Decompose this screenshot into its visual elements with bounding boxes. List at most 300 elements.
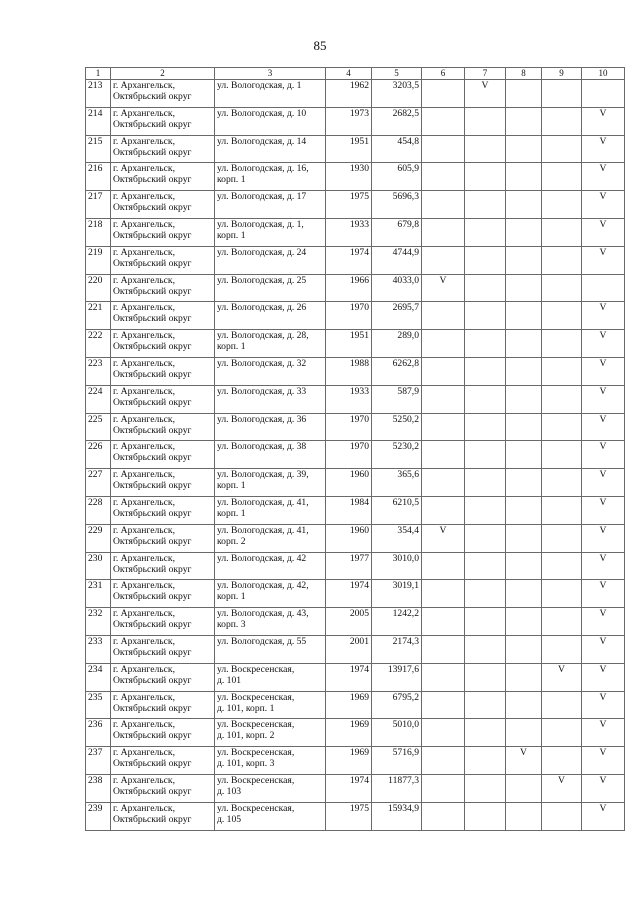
location-cell: [111, 357, 215, 385]
year-cell: [326, 357, 372, 385]
mark-cell-10: [582, 357, 625, 385]
year-text: 1962: [349, 80, 369, 91]
year-cell: [326, 330, 372, 358]
address-text: д. 101, корп. 1: [217, 702, 275, 714]
location-text: Октябрьский округ: [113, 257, 192, 269]
location-cell: [111, 774, 215, 802]
mark-cell-8: [506, 330, 542, 358]
year-cell: [326, 469, 372, 497]
location-text: Октябрьский округ: [113, 452, 192, 464]
column-header: 1: [86, 68, 111, 80]
area-text: 6795,2: [392, 691, 419, 703]
row-number-text: 225: [88, 413, 103, 425]
location-text: г. Архангельск,: [113, 357, 175, 369]
location-text: г. Архангельск,: [113, 135, 175, 147]
year-cell: [326, 635, 372, 663]
mark-cell-10: [582, 580, 625, 608]
address-cell: [215, 413, 326, 441]
mark-cell-9: [542, 107, 582, 135]
mark-cell-9: [542, 163, 582, 191]
mark-cell-6: [422, 135, 465, 163]
row-number-cell: [86, 524, 111, 552]
address-cell: [215, 274, 326, 302]
location-cell: [111, 496, 215, 524]
location-text: г. Архангельск,: [113, 635, 175, 647]
location-cell: [111, 719, 215, 747]
mark-cell-7: [465, 302, 506, 330]
address-text: ул. Вологодская, д. 1: [217, 80, 302, 91]
address-text: д. 103: [217, 785, 242, 797]
year-cell: [326, 580, 372, 608]
location-text: Октябрьский округ: [113, 785, 192, 797]
location-text: г. Архангельск,: [113, 524, 175, 536]
address-cell: [215, 663, 326, 691]
mark-cell-7: [465, 413, 506, 441]
address-cell: [215, 608, 326, 636]
row-number-cell: [86, 107, 111, 135]
mark-cell-10: [582, 663, 625, 691]
mark-9-text: V: [558, 663, 565, 675]
location-text: г. Архангельск,: [113, 218, 175, 230]
row-number-cell: [86, 274, 111, 302]
mark-cell-10: [582, 385, 625, 413]
address-text: корп. 1: [217, 591, 246, 603]
location-text: г. Архангельск,: [113, 163, 175, 175]
row-number-cell: [86, 719, 111, 747]
address-cell: [215, 357, 326, 385]
year-cell: [326, 191, 372, 219]
area-text: 4033,0: [392, 274, 419, 286]
row-number-cell: [86, 357, 111, 385]
location-text: г. Архангельск,: [113, 107, 175, 119]
year-text: 1977: [349, 552, 369, 564]
address-text: ул. Вологодская, д. 41,: [217, 524, 309, 536]
year-text: 1930: [349, 163, 369, 175]
mark-cell-7: [465, 469, 506, 497]
row-number-text: 227: [88, 469, 103, 481]
address-cell: [215, 552, 326, 580]
location-cell: [111, 135, 215, 163]
mark-10-text: V: [599, 246, 607, 258]
mark-cell-6: [422, 191, 465, 219]
mark-10-text: V: [599, 747, 607, 759]
location-cell: [111, 107, 215, 135]
row-number-cell: [86, 496, 111, 524]
row-number-cell: [86, 691, 111, 719]
mark-cell-9: [542, 218, 582, 246]
address-cell: [215, 719, 326, 747]
table-row: [86, 496, 625, 524]
mark-cell-9: [542, 691, 582, 719]
mark-cell-10: [582, 80, 625, 108]
location-cell: [111, 302, 215, 330]
row-number-cell: [86, 218, 111, 246]
mark-cell-6: [422, 719, 465, 747]
mark-cell-8: [506, 107, 542, 135]
address-cell: [215, 80, 326, 108]
mark-cell-8: [506, 524, 542, 552]
location-text: Октябрьский округ: [113, 480, 192, 492]
mark-cell-10: [582, 747, 625, 775]
mark-cell-8: [506, 135, 542, 163]
mark-10-text: V: [599, 191, 607, 203]
location-cell: [111, 747, 215, 775]
address-text: ул. Вологодская, д. 43,: [217, 608, 309, 620]
mark-cell-6: [422, 107, 465, 135]
address-cell: [215, 774, 326, 802]
location-text: Октябрьский округ: [113, 424, 192, 436]
address-cell: [215, 524, 326, 552]
location-text: г. Архангельск,: [113, 580, 175, 592]
mark-8-text: V: [520, 747, 527, 759]
year-text: 1960: [349, 524, 369, 536]
address-cell: [215, 496, 326, 524]
location-text: г. Архангельск,: [113, 413, 175, 425]
mark-cell-8: [506, 163, 542, 191]
location-text: Октябрьский округ: [113, 396, 192, 408]
mark-cell-6: [422, 274, 465, 302]
address-cell: [215, 330, 326, 358]
mark-cell-10: [582, 719, 625, 747]
column-header: 8: [506, 68, 542, 80]
mark-cell-9: [542, 246, 582, 274]
mark-cell-6: [422, 774, 465, 802]
row-number-cell: [86, 552, 111, 580]
area-text: 5010,0: [392, 719, 419, 731]
mark-cell-7: [465, 663, 506, 691]
mark-cell-8: [506, 496, 542, 524]
row-number-text: 229: [88, 524, 103, 536]
location-text: Октябрьский округ: [113, 368, 192, 380]
area-cell: [372, 80, 422, 108]
table-row: [86, 747, 625, 775]
mark-cell-10: [582, 135, 625, 163]
row-number-cell: [86, 191, 111, 219]
location-cell: [111, 218, 215, 246]
location-text: Октябрьский округ: [113, 674, 192, 686]
area-cell: [372, 719, 422, 747]
location-text: Октябрьский округ: [113, 118, 192, 130]
mark-cell-9: [542, 496, 582, 524]
table-row: [86, 441, 625, 469]
area-cell: [372, 246, 422, 274]
address-text: ул. Вологодская, д. 17: [217, 191, 307, 203]
location-text: г. Архангельск,: [113, 496, 175, 508]
mark-cell-10: [582, 691, 625, 719]
row-number-cell: [86, 441, 111, 469]
column-header: 6: [422, 68, 465, 80]
location-text: г. Архангельск,: [113, 80, 175, 91]
mark-cell-8: [506, 774, 542, 802]
mark-cell-8: [506, 441, 542, 469]
row-number-text: 213: [88, 80, 103, 91]
year-text: 1960: [349, 469, 369, 481]
row-number-cell: [86, 413, 111, 441]
table-row: [86, 163, 625, 191]
mark-cell-10: [582, 441, 625, 469]
mark-cell-6: [422, 80, 465, 108]
row-number-text: 220: [88, 274, 103, 286]
mark-cell-10: [582, 608, 625, 636]
table-row: [86, 191, 625, 219]
location-cell: [111, 246, 215, 274]
location-text: Октябрьский округ: [113, 341, 192, 353]
location-text: г. Архангельск,: [113, 246, 175, 258]
mark-cell-6: [422, 441, 465, 469]
row-number-text: 221: [88, 302, 103, 314]
mark-cell-10: [582, 107, 625, 135]
mark-cell-9: [542, 580, 582, 608]
address-cell: [215, 302, 326, 330]
year-cell: [326, 274, 372, 302]
row-number-cell: [86, 385, 111, 413]
location-cell: [111, 552, 215, 580]
column-header: 4: [326, 68, 372, 80]
table-body: [86, 80, 625, 831]
area-text: 605,9: [397, 163, 419, 175]
location-cell: [111, 580, 215, 608]
table-row: [86, 719, 625, 747]
mark-cell-6: [422, 246, 465, 274]
row-number-text: 235: [88, 691, 103, 703]
mark-6-text: V: [439, 274, 447, 286]
year-cell: [326, 302, 372, 330]
location-text: г. Архангельск,: [113, 774, 175, 786]
mark-7-text: V: [481, 80, 489, 91]
mark-cell-10: [582, 218, 625, 246]
address-cell: [215, 107, 326, 135]
mark-10-text: V: [599, 469, 607, 481]
address-text: ул. Воскресенская,: [217, 774, 295, 786]
address-text: ул. Воскресенская,: [217, 802, 295, 814]
mark-cell-10: [582, 330, 625, 358]
mark-10-text: V: [599, 441, 607, 453]
mark-10-text: V: [599, 413, 607, 425]
year-text: 1966: [349, 274, 369, 286]
area-cell: [372, 496, 422, 524]
mark-6-text: V: [439, 524, 447, 536]
area-text: 4744,9: [392, 246, 419, 258]
mark-10-text: V: [599, 774, 607, 786]
mark-cell-7: [465, 163, 506, 191]
location-cell: [111, 469, 215, 497]
address-text: д. 101, корп. 2: [217, 730, 275, 742]
row-number-cell: [86, 302, 111, 330]
year-cell: [326, 218, 372, 246]
year-text: 1970: [349, 441, 369, 453]
mark-cell-9: [542, 135, 582, 163]
mark-10-text: V: [599, 135, 607, 147]
area-cell: [372, 580, 422, 608]
year-text: 2001: [349, 635, 369, 647]
year-cell: [326, 413, 372, 441]
mark-10-text: V: [599, 385, 607, 397]
mark-cell-6: [422, 608, 465, 636]
row-number-text: 217: [88, 191, 103, 203]
year-cell: [326, 802, 372, 830]
column-header: 3: [215, 68, 326, 80]
mark-cell-8: [506, 747, 542, 775]
area-cell: [372, 608, 422, 636]
location-text: Октябрьский округ: [113, 646, 192, 658]
area-cell: [372, 441, 422, 469]
column-header: 2: [111, 68, 215, 80]
address-text: ул. Вологодская, д. 41,: [217, 496, 309, 508]
row-number-cell: [86, 135, 111, 163]
address-cell: [215, 163, 326, 191]
mark-cell-6: [422, 552, 465, 580]
row-number-cell: [86, 802, 111, 830]
area-text: 3010,0: [392, 552, 419, 564]
mark-cell-6: [422, 330, 465, 358]
table-row: [86, 107, 625, 135]
address-cell: [215, 385, 326, 413]
location-text: г. Архангельск,: [113, 191, 175, 203]
location-text: Октябрьский округ: [113, 313, 192, 325]
address-text: корп. 1: [217, 480, 246, 492]
address-text: д. 101: [217, 674, 242, 686]
mark-10-text: V: [599, 524, 607, 536]
location-cell: [111, 802, 215, 830]
location-cell: [111, 608, 215, 636]
mark-cell-8: [506, 552, 542, 580]
mark-cell-7: [465, 107, 506, 135]
address-text: д. 105: [217, 813, 242, 825]
year-cell: [326, 719, 372, 747]
address-text: ул. Вологодская, д. 10: [217, 107, 307, 119]
column-header: 7: [465, 68, 506, 80]
row-number-cell: [86, 330, 111, 358]
area-cell: [372, 802, 422, 830]
location-text: г. Архангельск,: [113, 747, 175, 759]
mark-cell-10: [582, 552, 625, 580]
mark-cell-8: [506, 719, 542, 747]
mark-10-text: V: [599, 663, 607, 675]
mark-10-text: V: [599, 802, 607, 814]
location-text: Октябрьский округ: [113, 591, 192, 603]
row-number-text: 216: [88, 163, 103, 175]
address-cell: [215, 747, 326, 775]
year-text: 1975: [349, 802, 369, 814]
area-text: 2682,5: [392, 107, 419, 119]
mark-cell-6: [422, 496, 465, 524]
mark-cell-8: [506, 635, 542, 663]
location-cell: [111, 524, 215, 552]
mark-10-text: V: [599, 302, 607, 314]
address-cell: [215, 802, 326, 830]
table-row: [86, 135, 625, 163]
address-cell: [215, 441, 326, 469]
area-cell: [372, 274, 422, 302]
column-header: 9: [542, 68, 582, 80]
row-number-text: 233: [88, 635, 103, 647]
year-cell: [326, 663, 372, 691]
table-row: [86, 524, 625, 552]
location-cell: [111, 413, 215, 441]
area-text: 679,8: [397, 218, 419, 230]
row-number-text: 232: [88, 608, 103, 620]
mark-cell-7: [465, 330, 506, 358]
mark-10-text: V: [599, 163, 607, 175]
area-text: 5716,9: [392, 747, 419, 759]
location-text: г. Архангельск,: [113, 608, 175, 620]
year-cell: [326, 163, 372, 191]
mark-cell-8: [506, 663, 542, 691]
location-text: г. Архангельск,: [113, 441, 175, 453]
location-text: г. Архангельск,: [113, 274, 175, 286]
mark-cell-7: [465, 747, 506, 775]
mark-cell-9: [542, 663, 582, 691]
address-cell: [215, 469, 326, 497]
location-text: г. Архангельск,: [113, 385, 175, 397]
mark-cell-9: [542, 469, 582, 497]
row-number-cell: [86, 747, 111, 775]
location-cell: [111, 163, 215, 191]
address-text: корп. 3: [217, 619, 246, 631]
mark-cell-6: [422, 663, 465, 691]
row-number-text: 214: [88, 107, 103, 119]
address-text: ул. Вологодская, д. 24: [217, 246, 307, 258]
mark-cell-9: [542, 191, 582, 219]
address-text: ул. Вологодская, д. 32: [217, 357, 307, 369]
year-text: 1974: [349, 580, 369, 592]
mark-cell-8: [506, 802, 542, 830]
mark-10-text: V: [599, 357, 607, 369]
table-row: [86, 274, 625, 302]
location-text: г. Архангельск,: [113, 552, 175, 564]
area-text: 365,6: [397, 469, 419, 481]
area-cell: [372, 135, 422, 163]
mark-cell-7: [465, 357, 506, 385]
row-number-text: 215: [88, 135, 103, 147]
mark-10-text: V: [599, 496, 607, 508]
mark-cell-9: [542, 274, 582, 302]
row-number-text: 226: [88, 441, 103, 453]
location-text: г. Архангельск,: [113, 691, 175, 703]
area-cell: [372, 524, 422, 552]
mark-cell-6: [422, 163, 465, 191]
mark-cell-7: [465, 691, 506, 719]
area-text: 5230,2: [392, 441, 419, 453]
area-text: 5696,3: [392, 191, 419, 203]
mark-cell-7: [465, 496, 506, 524]
mark-cell-8: [506, 246, 542, 274]
mark-10-text: V: [599, 330, 607, 342]
table-row: [86, 469, 625, 497]
mark-cell-10: [582, 163, 625, 191]
area-cell: [372, 218, 422, 246]
mark-cell-7: [465, 635, 506, 663]
location-text: Октябрьский округ: [113, 563, 192, 575]
address-text: корп. 2: [217, 535, 246, 547]
mark-cell-9: [542, 719, 582, 747]
year-cell: [326, 496, 372, 524]
mark-cell-7: [465, 274, 506, 302]
column-number-row: [86, 68, 625, 80]
address-text: ул. Вологодская, д. 39,: [217, 469, 309, 481]
area-text: 1242,2: [392, 608, 419, 620]
location-text: Октябрьский округ: [113, 507, 192, 519]
area-cell: [372, 302, 422, 330]
mark-cell-7: [465, 774, 506, 802]
row-number-text: 230: [88, 552, 103, 564]
table-row: [86, 552, 625, 580]
row-number-text: 219: [88, 246, 103, 258]
address-cell: [215, 218, 326, 246]
mark-cell-8: [506, 357, 542, 385]
location-text: г. Архангельск,: [113, 469, 175, 481]
year-text: 1975: [349, 191, 369, 203]
